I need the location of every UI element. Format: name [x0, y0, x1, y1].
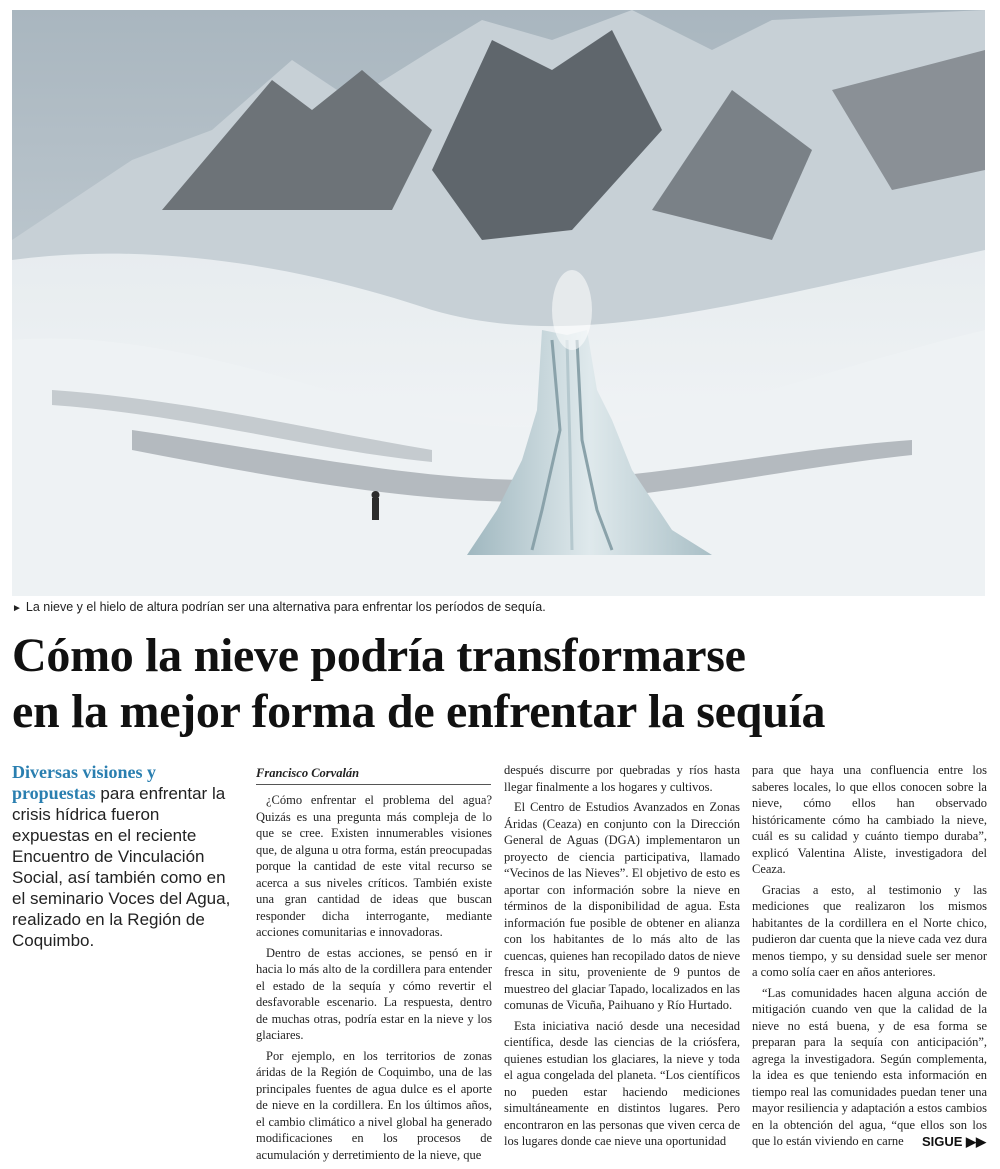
caption-text: La nieve y el hielo de altura podrían ser una alternativa para enfrentar los períodos de sequía.	[25, 600, 546, 614]
byline: Francisco Corvalán	[256, 766, 491, 785]
article-column-1	[256, 792, 492, 1167]
article-column-3	[752, 762, 987, 1154]
paragraph: El Centro de Estudios Avanzados en Zonas Áridas (Ceaza) en conjunto con la Dirección General de Aguas (DGA) implementaron un proyecto de ciencia participativa, llamado “Vecinos de las Nieves”. El objetivo de esto es aportar con información sobre la nieve en términos de la disponibilidad de agua. Esta información fue posible de obtener en alianza con los habitantes de lo más alto de las cuencas, quienes han recopilado datos de nieve fresca in situ, proveniente de 9 puntos de muestreo del glaciar Tapado, localizados en las comunas de Vicuña, Paihuano y Río Hurtado.	[504, 800, 740, 1012]
lede-text: para enfrentar la crisis hídrica fueron expuestas en el reciente Encuentro de Vinculación Social, así también como en el seminario Voces del Agua, realizado en la Región de Coquimbo.	[12, 784, 231, 950]
paragraph: “Las comunidades hacen alguna acción de mitigación cuando ven que la calidad de la nieve no está buena, y de esa forma se preparan para la sequía con anticipación”, agrega la investigadora. Según complementa, la idea es que teniendo esta información en tiempo real las comunidades puedan tener una mayor resiliencia y adaptación a estos cambios en la obtención del agua, “que ellos son los que lo están viviendo en carne	[752, 985, 987, 1148]
headline-line-2: en la mejor forma de enfrentar la sequía	[12, 685, 826, 738]
article-column-2	[504, 762, 740, 1154]
paragraph: Gracias a esto, al testimonio y las mediciones que realizaron los mismos habitantes de la cordillera en el Norte chico, pudieron dar cuenta que la nieve cada vez dura menos tiempo, y su densidad suele ser menor a como solía caer en años anteriores.	[752, 882, 987, 979]
paragraph: después discurre por quebradas y ríos hasta llegar finalmente a los hogares y cultivos.	[504, 763, 740, 794]
article-headline	[12, 628, 992, 740]
article-photo	[12, 10, 985, 596]
paragraph: Esta iniciativa nació desde una necesidad científica, desde las ciencias de la criósfera, quienes estudian los glaciares, la nieve y toda el agua congelada del planeta. “Los científicos no pueden estar haciendo mediciones simultáneamente en distintos lugares. Pero encontraron en las personas que viven cerca de los lugares donde cae nieve una oportunidad	[504, 1018, 740, 1148]
paragraph: Dentro de estas acciones, se pensó en ir hacia lo más alto de la cordillera para entender el estado de la sequía y cómo revertir el desfavorable escenario. La respuesta, dentro de muchas otras, podría estar en la nieve y los glaciares.	[256, 945, 492, 1042]
photo-caption	[12, 600, 987, 614]
caption-marker-icon: ►	[12, 603, 22, 614]
paragraph: Por ejemplo, en los territorios de zonas áridas de la Región de Coquimbo, una de las principales fuentes de agua dulce es el aporte de nieve en la cordillera. En los últimos años, el cambio climático a nivel global ha generado modificaciones en los procesos de acumulación y derretimiento de la nieve, que	[256, 1048, 492, 1162]
continue-indicator: SIGUE ▶▶	[921, 1134, 986, 1149]
lede-highlight: Diversas visiones y propuestas	[12, 762, 156, 803]
mountain-ice-stupa-image	[12, 10, 985, 596]
article-lede	[12, 762, 232, 951]
paragraph: ¿Cómo enfrentar el problema del agua? Quizás es una pregunta más compleja de lo que se cree. Existen innumerables visiones que, de alguna u otra forma, están preocupadas porque la cantidad de este vital recurso se acerca a sus niveles críticos. También existe una gran cantidad de ideas que buscan responder dicha interrogante, mediante acciones comunitarias e innovadoras.	[256, 793, 492, 939]
paragraph: para que haya una confluencia entre los saberes locales, lo que ellos conocen sobre la nieve, cómo ellos han observado históricamente cómo ha cambiado la nieve, cuál es su calidad y cuánto tiempo duraba”, explicó Valentina Aliste, investigadora del Ceaza.	[752, 763, 987, 876]
headline-line-1: Cómo la nieve podría transformarse	[12, 629, 746, 682]
